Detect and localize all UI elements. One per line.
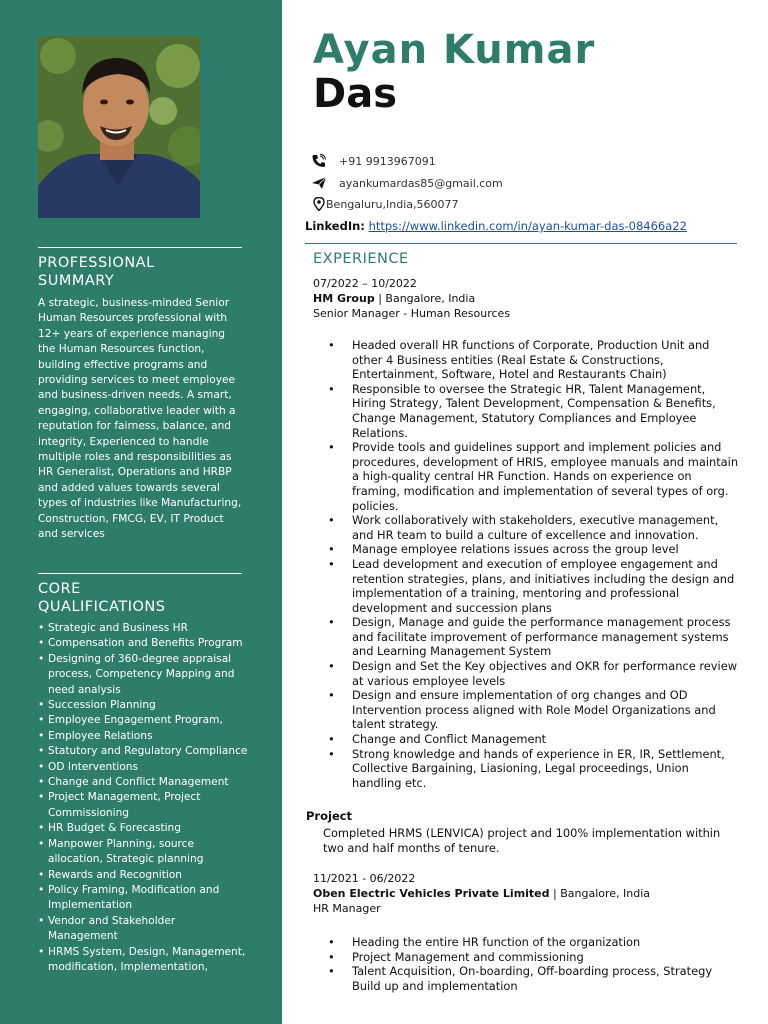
qualification-item: • OD Interventions xyxy=(38,760,248,775)
job-dates: 07/2022 – 10/2022 xyxy=(313,277,417,290)
name-first-line: Ayan Kumar xyxy=(313,27,596,73)
summary-heading xyxy=(38,254,155,290)
email-text: ayankumardas85@gmail.com xyxy=(339,177,503,190)
job-company: HM Group xyxy=(313,292,375,305)
job-1-responsibilities xyxy=(328,338,740,790)
experience-divider xyxy=(305,243,737,244)
qualification-item: • Employee Engagement Program, xyxy=(38,713,248,728)
list-item: • Talent Acquisition, On-boarding, Off-boarding process, Strategy Build up and implementation xyxy=(328,964,740,993)
list-item: • Manage employee relations issues across the group level xyxy=(328,542,740,557)
experience-heading: EXPERIENCE xyxy=(313,251,409,267)
send-icon xyxy=(311,176,327,190)
linkedin-label: LinkedIn: xyxy=(305,219,365,233)
job-company-row xyxy=(313,886,650,901)
linkedin-row xyxy=(305,219,687,234)
list-item: • Strong knowledge and hands of experience in ER, IR, Settlement, Collective Bargaining, Liasioning, Legal proceedings, Union handling etc. xyxy=(328,747,740,791)
summary-heading-line1: PROFESSIONAL xyxy=(38,255,155,271)
list-item: • Provide tools and guidelines support and implement policies and procedures, development of HRIS, employee manuals and maintain a high-quality central HR Function. Hands on experience on framing, modification and implementation of several types of org. policies. xyxy=(328,440,740,513)
qualification-item: • Manpower Planning, source allocation, Strategic planning xyxy=(38,837,248,868)
job-company: Oben Electric Vehicles Private Limited xyxy=(313,887,550,900)
qualification-item: • Rewards and Recognition xyxy=(38,868,248,883)
qualification-item: • Policy Framing, Modification and Implementation xyxy=(38,883,248,914)
qualification-item: • Project Management, Project Commissioning xyxy=(38,790,248,821)
qualification-item: • Change and Conflict Management xyxy=(38,775,248,790)
qualification-item: • Compensation and Benefits Program xyxy=(38,636,248,651)
name-last-line: Das xyxy=(313,71,398,117)
qualifications-heading-line1: CORE xyxy=(38,581,81,597)
qualifications-heading-line2: QUALIFICATIONS xyxy=(38,599,166,615)
qualification-item: • HR Budget & Forecasting xyxy=(38,821,248,836)
linkedin-link[interactable]: https://www.linkedin.com/in/ayan-kumar-das-08466a22 xyxy=(368,219,687,233)
qualification-item: • Succession Planning xyxy=(38,698,248,713)
project-heading: Project xyxy=(306,809,353,823)
qualification-item: • Vendor and Stakeholder Management xyxy=(38,914,248,945)
location-pin-icon xyxy=(311,197,327,211)
qualification-item: • Statutory and Regulatory Compliance xyxy=(38,744,248,759)
qualifications-list xyxy=(38,621,248,975)
list-item: • Design, Manage and guide the performance management process and facilitate improvement of performance management systems and Learning Management System xyxy=(328,615,740,659)
phone-icon xyxy=(311,154,327,168)
summary-heading-line2: SUMMARY xyxy=(38,273,115,289)
job-location: | Bangalore, India xyxy=(549,887,651,900)
job-2-header xyxy=(313,871,650,916)
job-dates: 11/2021 - 06/2022 xyxy=(313,872,416,885)
qualification-item: • HRMS System, Design, Management, modification, Implementation, xyxy=(38,945,248,976)
job-title: Senior Manager - Human Resources xyxy=(313,307,511,320)
qualification-item: • Strategic and Business HR xyxy=(38,621,248,636)
location-text: Bengaluru,India,560077 xyxy=(326,198,459,211)
qualification-item: • Designing of 360-degree appraisal process, Competency Mapping and need analysis xyxy=(38,652,248,698)
phone-text: +91 9913967091 xyxy=(339,155,436,168)
project-text: Completed HRMS (LENVICA) project and 100% implementation within two and half months of tenure. xyxy=(323,826,721,855)
list-item: • Design and ensure implementation of org changes and OD Intervention process aligned with Role Model Organizations and talent strategy. xyxy=(328,688,740,732)
list-item: • Lead development and execution of employee engagement and retention strategies, plans, and initiatives including the design and implementation of a training, mentoring and professional development and succession plans xyxy=(328,557,740,615)
job-company-row xyxy=(313,291,510,306)
profile-photo xyxy=(38,36,200,218)
list-item: • Change and Conflict Management xyxy=(328,732,740,747)
list-item: • Responsible to oversee the Strategic HR, Talent Management, Hiring Strategy, Talent Development, Compensation & Benefits, Change Management, Statutory Compliances and Employee Relations. xyxy=(328,382,740,440)
job-2-responsibilities xyxy=(328,935,740,993)
job-location: | Bangalore, India xyxy=(374,292,476,305)
list-item: • Design and Set the Key objectives and OKR for performance review at various employee levels xyxy=(328,659,740,688)
job-title: HR Manager xyxy=(313,902,381,915)
qualification-item: • Employee Relations xyxy=(38,729,248,744)
summary-text: A strategic, business-minded Senior Human Resources professional with 12+ years of experience managing the Human Resources function, building effective programs and providing services to meet employee and business-driven needs. A smart, engaging, collaborative leader with a reputation for fairness, balance, and integrity, Experienced to handle multiple roles and responsibilities as HR Generalist, Operations and HRBP and added values towards several types of industries like Manufacturing, Construction, FMCG, EV, IT Product and services xyxy=(38,297,242,541)
qualifications-heading xyxy=(38,580,165,616)
list-item: • Project Management and commissioning xyxy=(328,950,740,965)
list-item: • Work collaboratively with stakeholders, executive management, and HR team to build a culture of excellence and innovation. xyxy=(328,513,740,542)
list-item: • Headed overall HR functions of Corporate, Production Unit and other 4 Business entities (Real Estate & Constructions, Entertainment, Software, Hotel and Restaurants Chain) xyxy=(328,338,740,382)
list-item: • Heading the entire HR function of the organization xyxy=(328,935,740,950)
job-1-header xyxy=(313,276,510,321)
qualifications-divider xyxy=(38,573,242,574)
summary-divider xyxy=(38,247,242,248)
